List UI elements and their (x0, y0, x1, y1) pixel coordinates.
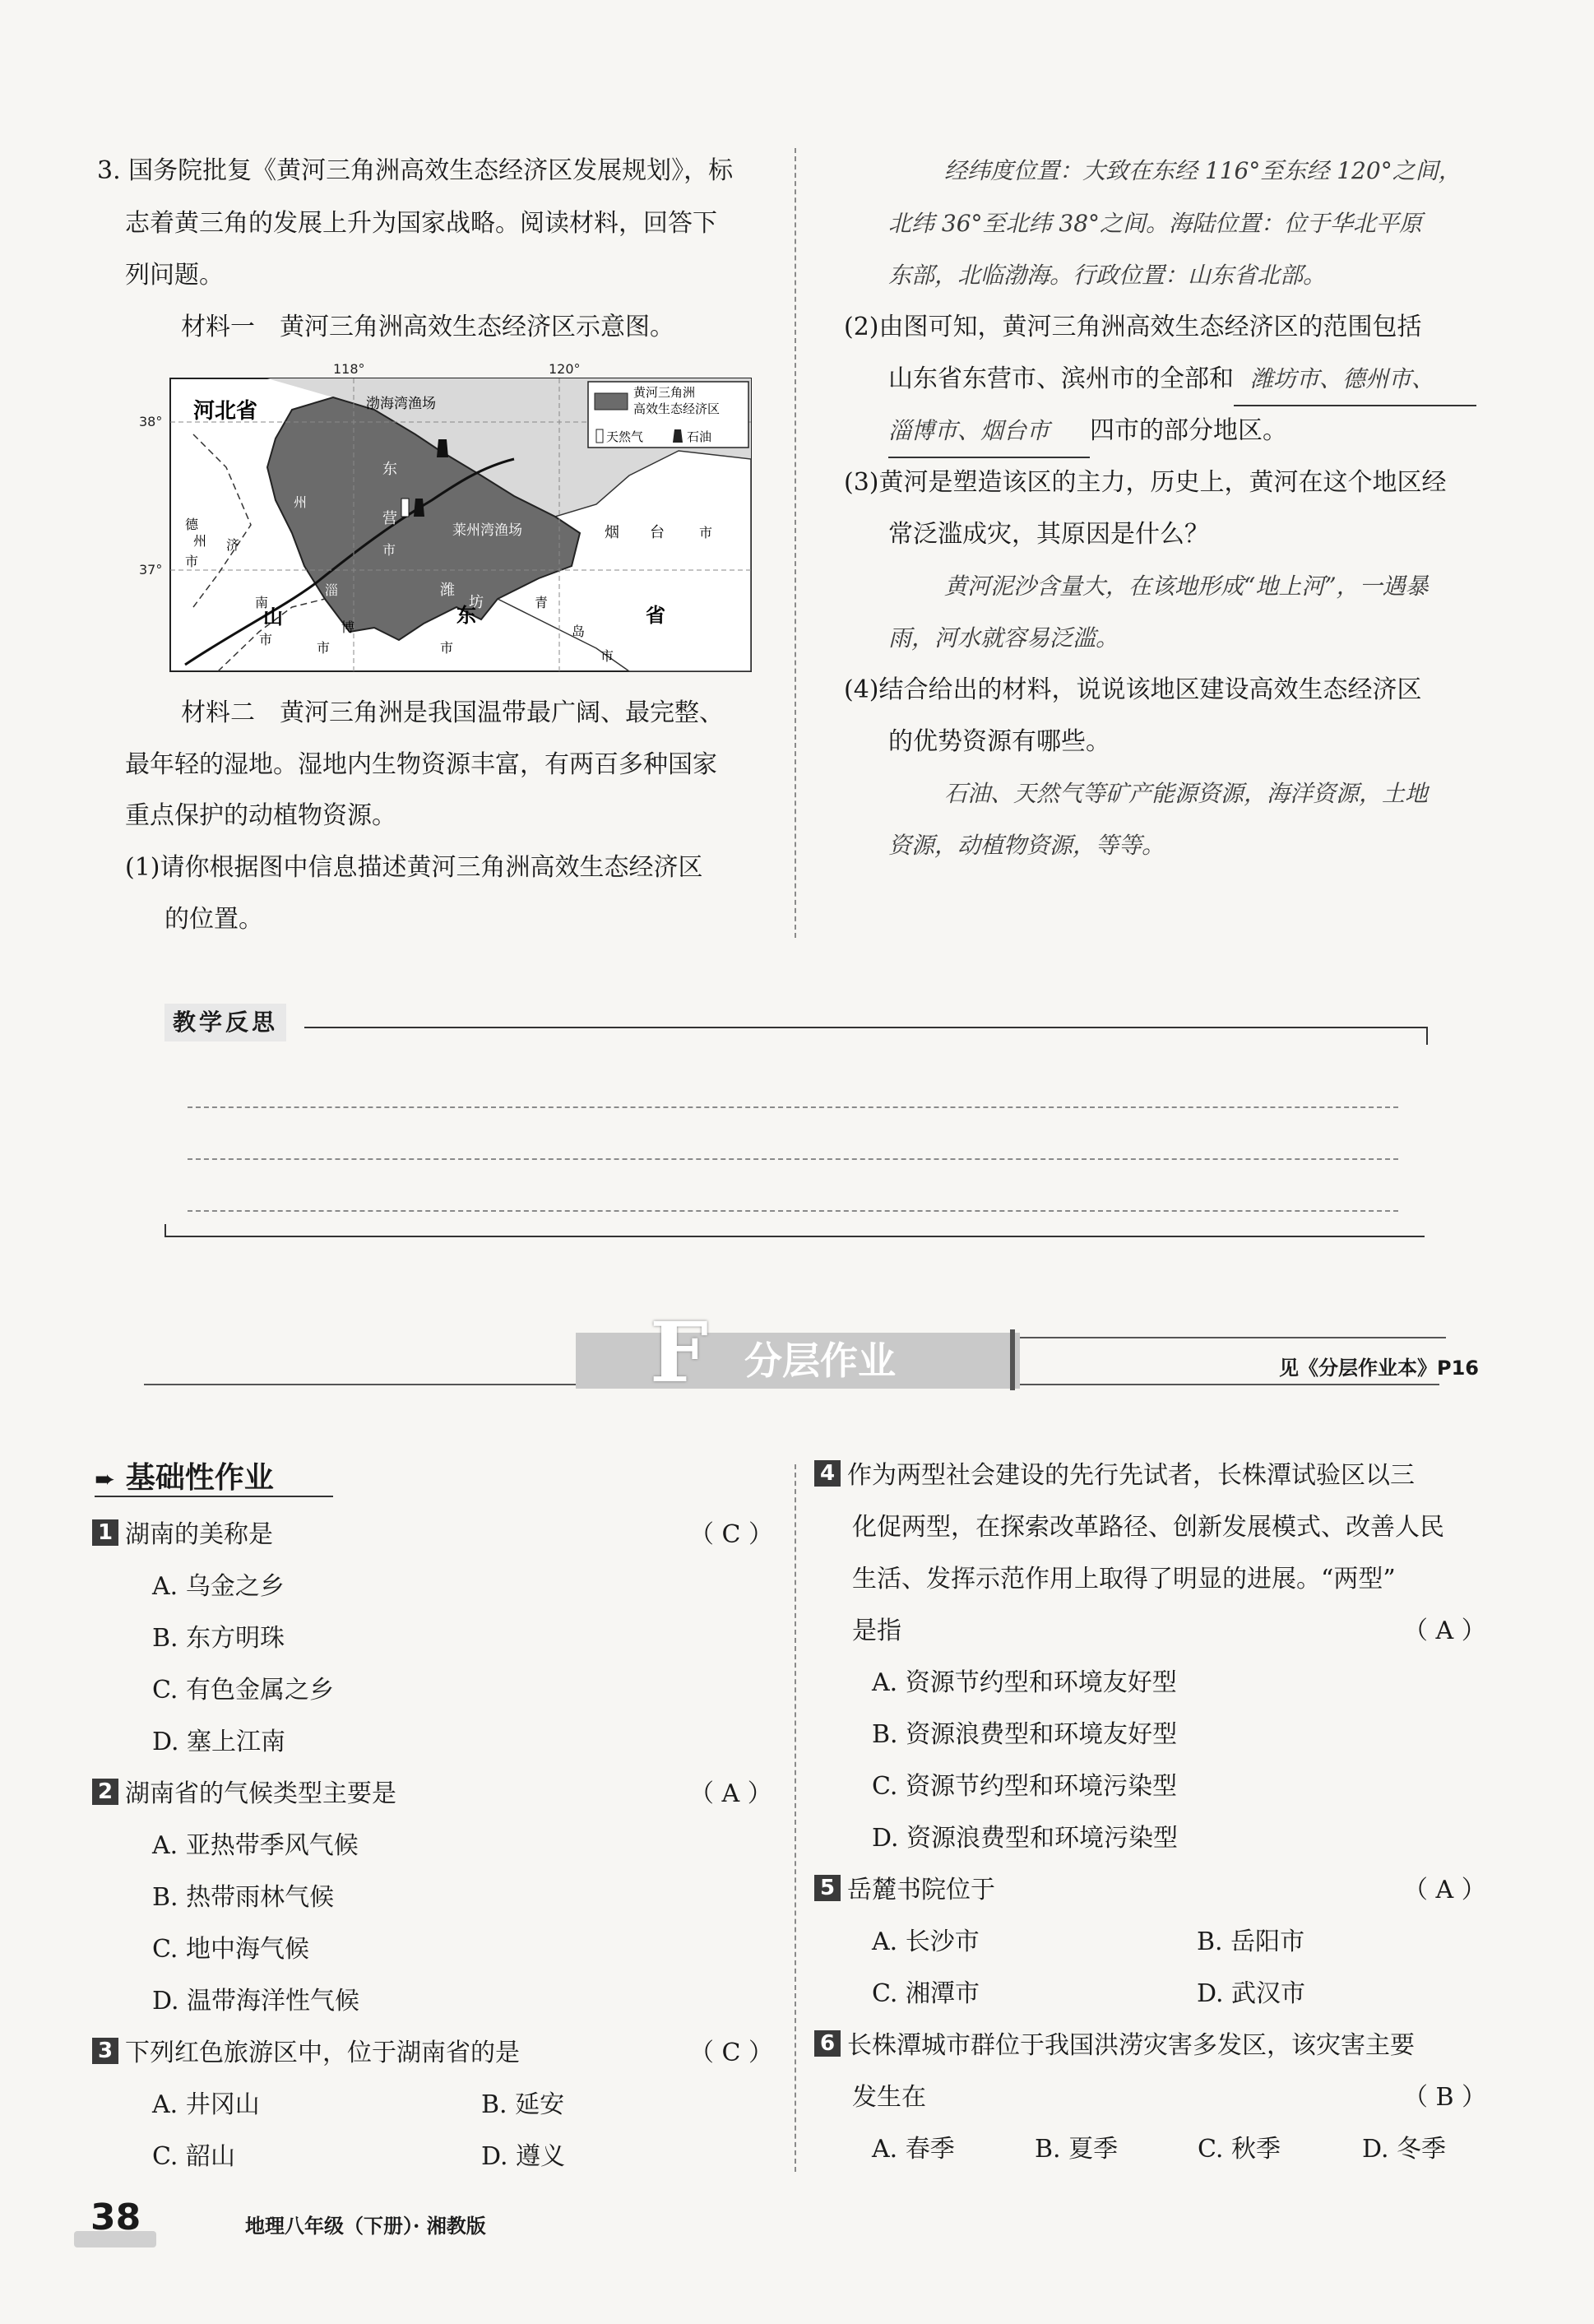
label-laizhou-fishery: 莱州湾渔场 (452, 522, 522, 539)
legend-oil: 石油 (687, 429, 712, 444)
legend-gas: 天然气 (606, 429, 644, 444)
q3-material2-line3: 重点保护的动植物资源。 (125, 801, 396, 830)
q3-answer1-line2: 北纬 36°至北纬 38°之间。海陆位置：位于华北平原 (888, 210, 1423, 237)
lon-label-118: 118° (333, 361, 365, 377)
q4-option-d: D. 资源浪费型和环境污染型 (872, 1824, 1179, 1853)
label-ying: 营 (382, 510, 397, 527)
q4-stem-line3: 生活、发挥示范作用上取得了明显的进展。“两型” (852, 1565, 1396, 1593)
q4-number: 4 (814, 1460, 841, 1487)
q6-number: 6 (814, 2030, 841, 2057)
q1-stem: 1 湖南的美称是 (92, 1509, 273, 1561)
oil-marker-2 (414, 499, 424, 517)
label-shi6: 市 (699, 525, 713, 540)
q3b-stem: 3 下列红色旅游区中，位于湖南省的是 (92, 2027, 520, 2079)
q3b-number: 3 (92, 2038, 118, 2064)
q3-sub3-line1: (3)黄河是塑造该区的主力，历史上，黄河在这个地区经 (844, 468, 1447, 497)
q3-answer1-line1: 经纬度位置：大致在东经 116°至东经 120°之间， (944, 157, 1462, 184)
label-yan: 烟 (605, 524, 619, 541)
q3-sub4-line2: 的优势资源有哪些。 (888, 727, 1110, 756)
q2-answer: （ A ） (689, 1779, 772, 1808)
basic-title-label: 基础性作业 (125, 1461, 274, 1495)
lat-label-37: 37° (139, 562, 163, 578)
label-sheng: 省 (646, 604, 665, 627)
q3-answer3-line2: 雨，河水就容易泛滥。 (888, 624, 1119, 652)
q1-answer: （ C ） (689, 1520, 774, 1549)
delta-map (139, 360, 753, 673)
gas-marker (401, 499, 409, 517)
label-shi1: 市 (185, 554, 199, 569)
q4-stem-line2: 化促两型，在探索改革路径、创新发展模式、改善人民 (852, 1513, 1444, 1542)
q3-stem-line1: 3. 国务院批复《黄河三角洲高效生态经济区发展规划》，标 (97, 156, 734, 185)
q4-option-c: C. 资源节约型和环境污染型 (872, 1772, 1177, 1801)
q3-answer4-line1: 石油、天然气等矿产能源资源，海洋资源，土地 (944, 780, 1429, 807)
q2-option-a: A. 亚热带季风气候 (152, 1831, 359, 1860)
q1-option-a: A. 乌金之乡 (152, 1572, 285, 1601)
q6-option-a: A. 春季 (872, 2135, 955, 2164)
q4-stem-line1: 4 作为两型社会建设的先行先试者，长株潭试验区以三 (814, 1450, 1415, 1501)
q3-stem-line3: 列问题。 (125, 261, 224, 290)
banner-bar (1010, 1329, 1015, 1390)
q1-option-b: B. 东方明珠 (152, 1624, 285, 1653)
label-zi: 淄 (325, 582, 339, 598)
q5-option-d: D. 武汉市 (1197, 1979, 1306, 2008)
q3-sub1-line2: 的位置。 (164, 905, 263, 934)
arrow-icon: ➨ (95, 1465, 116, 1494)
q3-sub3-line2: 常泛滥成灾，其原因是什么？ (888, 520, 1209, 549)
label-shan: 山 (263, 605, 283, 629)
reflection-bottom-rule (164, 1224, 1425, 1237)
q4-option-b: B. 资源浪费型和环境友好型 (872, 1720, 1178, 1749)
q3-sub2-line1: (2)由图可知，黄河三角洲高效生态经济区的范围包括 (844, 313, 1422, 341)
label-qing: 青 (535, 595, 549, 610)
q6-option-b: B. 夏季 (1035, 2135, 1119, 2164)
banner-letter: F (650, 1304, 708, 1401)
q3-sub2-line3 (888, 405, 1287, 458)
q6-answer: （ B ） (1403, 2083, 1487, 2112)
q5-option-b: B. 岳阳市 (1197, 1927, 1305, 1956)
label-ji: 济 (226, 537, 240, 553)
reflection-line-2 (188, 1158, 1398, 1160)
q4-stem-line4: 是指 (852, 1617, 901, 1645)
oil-marker (437, 439, 448, 457)
reflection-title: 教学反思 (164, 1004, 286, 1041)
lon-label-120: 120° (549, 361, 581, 377)
label-tai: 台 (650, 524, 665, 541)
label-shi2: 市 (259, 632, 273, 647)
banner-title: 分层作业 (744, 1338, 896, 1383)
q3-material1: 材料一 黄河三角洲高效生态经济区示意图。 (181, 313, 674, 341)
label-zhou: 州 (193, 533, 207, 549)
label-shi5: 市 (440, 640, 454, 656)
q5-option-c: C. 湘潭市 (872, 1979, 980, 2008)
label-dong: 东 (382, 461, 397, 478)
banner-rule-top (1010, 1337, 1446, 1338)
q5-number: 5 (814, 1875, 841, 1901)
q3-answer3-line1: 黄河泥沙含量大，在该地形成“地上河”，一遇暴 (944, 573, 1429, 600)
column-divider-bottom (795, 1464, 796, 2172)
reflection-right-tick (1426, 1027, 1428, 1045)
basic-title-underline (95, 1496, 333, 1497)
label-dao: 岛 (572, 624, 586, 639)
reflection-top-rule (304, 1027, 1426, 1028)
q4-option-a: A. 资源节约型和环境友好型 (872, 1668, 1177, 1697)
q3-answer4-line2: 资源，动植物资源，等等。 (888, 832, 1165, 859)
label-nan: 南 (255, 595, 269, 610)
q3-material2-line1: 材料二 黄河三角洲是我国温带最广阔、最完整、 (181, 698, 724, 727)
q1-option-c: C. 有色金属之乡 (152, 1676, 334, 1705)
q3b-option-c: C. 韶山 (152, 2142, 235, 2171)
q2-option-d: D. 温带海洋性气候 (152, 1987, 360, 2016)
q3-material2-line2: 最年轻的湿地。湿地内生物资源丰富，有两百多种国家 (125, 750, 717, 779)
label-bin: 滨 (244, 468, 258, 484)
q3-sub2-line2 (888, 353, 1476, 406)
q4-answer: （ A ） (1403, 1617, 1486, 1645)
q1-number: 1 (92, 1519, 118, 1546)
basic-title (95, 1454, 274, 1496)
gas-icon (596, 429, 603, 443)
lat-label-38: 38° (139, 414, 163, 429)
label-fang: 坊 (469, 594, 484, 611)
reflection-line-1 (188, 1106, 1398, 1108)
q6-stem-line2: 发生在 (852, 2083, 926, 2112)
q2-option-c: C. 地中海气候 (152, 1935, 309, 1964)
q5-option-a: A. 长沙市 (872, 1927, 980, 1956)
label-shi7: 市 (600, 648, 614, 664)
q3-sub1-line1: (1)请你根据图中信息描述黄河三角洲高效生态经济区 (125, 853, 703, 882)
q3b-answer: （ C ） (689, 2039, 774, 2067)
q3-stem-line2: 志着黄三角的发展上升为国家战略。阅读材料，回答下 (125, 209, 717, 238)
label-de: 德 (185, 517, 199, 532)
q3-sub2-suffix: 四市的部分地区。 (1090, 416, 1287, 445)
label-zhou2: 州 (294, 494, 308, 510)
label-bo: 博 (341, 619, 355, 635)
q3-sub2-answer-blank2: 淄博市、烟台市 (888, 405, 1090, 458)
reflection-line-3 (188, 1210, 1398, 1212)
label-wei: 潍 (440, 582, 455, 599)
q3b-option-a: A. 井冈山 (152, 2090, 260, 2119)
q3-sub2-answer-blank1: 潍坊市、德州市、 (1234, 353, 1476, 406)
legend-zone-2: 高效生态经济区 (633, 401, 721, 416)
label-shi4: 市 (317, 640, 331, 656)
q2-number: 2 (92, 1779, 118, 1805)
q1-option-d: D. 塞上江南 (152, 1728, 286, 1756)
q3-sub2-prefix: 山东省东营市、滨州市的全部和 (888, 364, 1234, 393)
label-shi3: 市 (382, 542, 396, 558)
label-hebei: 河北省 (193, 399, 258, 424)
column-divider-top (795, 148, 796, 938)
q5-stem: 5 岳麓书院位于 (814, 1864, 995, 1916)
oil-icon (673, 429, 683, 443)
banner-reference: 见《分层作业本》P16 (1279, 1357, 1479, 1380)
q3-sub4-line1: (4)结合给出的材料，说说该地区建设高效生态经济区 (844, 675, 1422, 704)
page-number: 38 (90, 2196, 141, 2238)
footer-book-title: 地理八年级（下册）· 湘教版 (245, 2214, 486, 2238)
legend-zone-1: 黄河三角洲 (633, 385, 696, 400)
label-dong2: 东 (456, 604, 476, 627)
q2-option-b: B. 热带雨林气候 (152, 1883, 335, 1912)
label-bohai-fishery: 渤海湾渔场 (366, 396, 436, 412)
q3-answer1-line3: 东部，北临渤海。行政位置：山东省北部。 (888, 262, 1327, 289)
q6-stem-line1: 6 长株潭城市群位于我国洪涝灾害多发区，该灾害主要 (814, 2020, 1415, 2071)
q6-option-c: C. 秋季 (1198, 2135, 1281, 2164)
q2-stem: 2 湖南省的气候类型主要是 (92, 1768, 396, 1820)
q3b-option-b: B. 延安 (481, 2090, 565, 2119)
q3b-option-d: D. 遵义 (481, 2142, 566, 2171)
q6-option-d: D. 冬季 (1362, 2135, 1447, 2164)
q5-answer: （ A ） (1403, 1876, 1486, 1904)
